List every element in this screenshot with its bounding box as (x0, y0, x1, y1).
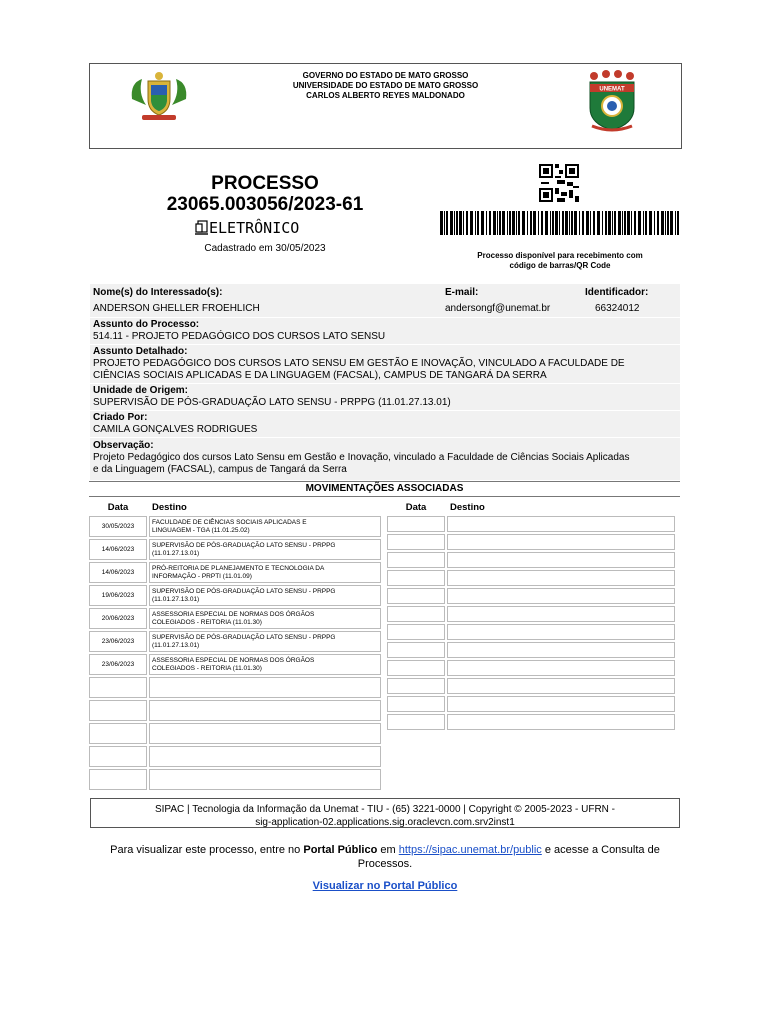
assunto-detalhado-line-1: PROJETO PEDAGÓGICO DOS CURSOS LATO SENSU EM GESTÃO E INOVAÇÃO, VINCULADO A FACULDADE DE (93, 358, 625, 369)
process-type-label: ELETRÔNICO (209, 219, 300, 237)
observacao-label: Observação: (93, 440, 154, 451)
movement-date (89, 700, 147, 721)
movement-destination (447, 588, 675, 604)
movement-destination (149, 700, 381, 721)
movement-date: 23/06/2023 (89, 631, 147, 652)
destination-line-2: (11.01.27.13.01) (152, 595, 200, 603)
movement-date: 20/06/2023 (89, 608, 147, 629)
electronic-document-icon (195, 220, 209, 235)
row-divider (90, 317, 680, 318)
document-header (89, 63, 682, 149)
movement-destination (149, 562, 381, 583)
portal-text-mid: em (377, 844, 399, 856)
movement-destination (149, 723, 381, 744)
movement-destination (447, 660, 675, 676)
row-divider (90, 383, 680, 384)
portal-text-bold: Portal Público (303, 844, 378, 856)
row-divider (90, 344, 680, 345)
movement-row (89, 723, 381, 744)
destination-line-1: ASSESSORIA ESPECIAL DE NORMAS DOS ÓRGÃOS (152, 610, 315, 618)
destination-line-1: FACULDADE DE CIÊNCIAS SOCIAIS APLICADAS E (152, 518, 307, 526)
movement-date: 19/06/2023 (89, 585, 147, 606)
movement-row-empty (387, 552, 675, 568)
portal-link[interactable]: https://sipac.unemat.br/public (398, 844, 542, 856)
movement-destination (149, 539, 381, 560)
assunto-detalhado-line-2: CIÊNCIAS SOCIAIS APLICADAS E DA LINGUAGEM (FACSAL), CAMPUS DE TANGARÁ DA SERRA (93, 370, 547, 381)
movement-row-empty (387, 660, 675, 676)
movement-date (387, 588, 445, 604)
movement-destination (149, 608, 381, 629)
movement-destination (447, 678, 675, 694)
unemat-logo-icon (582, 68, 642, 134)
movement-row (89, 700, 381, 721)
portal-instructions (90, 843, 680, 871)
movement-destination (447, 606, 675, 622)
movement-destination (447, 624, 675, 640)
movimentacoes-table-left (87, 499, 383, 792)
observacao-line-2: e da Linguagem (FACSAL), campus de Tangará da Serra (93, 464, 347, 475)
movement-row (89, 746, 381, 767)
destination-line-1: SUPERVISÃO DE PÓS-GRADUAÇÃO LATO SENSU - PRPPG (152, 587, 336, 595)
movement-row (89, 631, 381, 652)
header-line-3: CARLOS ALBERTO REYES MALDONADO (306, 91, 465, 100)
interessado-label: Nome(s) do Interessado(s): (93, 287, 223, 298)
movement-date (89, 677, 147, 698)
movement-destination (149, 746, 381, 767)
movement-date (387, 660, 445, 676)
email-value: andersongf@unemat.br (445, 303, 551, 314)
assunto-value: 514.11 - PROJETO PEDAGÓGICO DOS CURSOS LATO SENSU (93, 331, 386, 342)
qr-code-icon (539, 164, 579, 202)
observacao-line-1: Projeto Pedagógico dos cursos Lato Sensu em Gestão e Inovação, vinculado a Faculdade de Ciências Sociais Aplicadas (93, 452, 630, 463)
movement-destination (447, 570, 675, 586)
col-header-destino: Destino (152, 502, 187, 513)
availability-note (440, 251, 680, 271)
movement-row-empty (387, 714, 675, 730)
movement-row (89, 677, 381, 698)
movement-row (89, 608, 381, 629)
criado-por-value: CAMILA GONÇALVES RODRIGUES (93, 424, 258, 435)
movement-date (387, 642, 445, 658)
movement-row-empty (387, 624, 675, 640)
col-header-destino: Destino (450, 502, 485, 513)
cadastro-date: Cadastrado em 30/05/2023 (204, 243, 326, 254)
movement-row-empty (387, 588, 675, 604)
movement-destination (447, 714, 675, 730)
process-type (195, 219, 299, 237)
movement-date (387, 570, 445, 586)
movement-destination (447, 534, 675, 550)
portal-text-post: e acesse a Consulta de (541, 844, 660, 856)
movement-date (387, 552, 445, 568)
movement-row (89, 562, 381, 583)
visualizar-portal-link[interactable]: Visualizar no Portal Público (312, 880, 458, 892)
movement-destination (149, 654, 381, 675)
movement-date (387, 606, 445, 622)
footer-line-1: SIPAC | Tecnologia da Informação da Unemat - TIU - (65) 3221-0000 | Copyright © 2005-2023 - UFRN - (154, 804, 615, 815)
destination-line-2: LINGUAGEM - TGA (11.01.25.02) (152, 526, 250, 534)
destination-line-1: SUPERVISÃO DE PÓS-GRADUAÇÃO LATO SENSU - PRPPG (152, 633, 336, 641)
movement-date: 14/06/2023 (89, 539, 147, 560)
movement-row-empty (387, 678, 675, 694)
movement-date (387, 678, 445, 694)
movement-date (89, 769, 147, 790)
destination-line-1: ASSESSORIA ESPECIAL DE NORMAS DOS ÓRGÃOS (152, 656, 315, 664)
unemat-logo-text: UNEMAT (599, 86, 625, 93)
movement-destination (149, 585, 381, 606)
destination-line-2: COLEGIADOS - REITORIA (11.01.30) (152, 664, 262, 672)
movement-row-empty (387, 606, 675, 622)
destination-line-2: (11.01.27.13.01) (152, 549, 200, 557)
email-label: E-mail: (445, 287, 479, 298)
movement-row (89, 769, 381, 790)
footer-line-2: sig-application-02.applications.sig.oraclevcn.com.srv2inst1 (255, 817, 515, 828)
destination-line-1: PRÓ-REITORIA DE PLANEJAMENTO E TECNOLOGIA DA (152, 564, 325, 572)
movement-destination (149, 516, 381, 537)
movement-date (89, 746, 147, 767)
movement-row (89, 516, 381, 537)
destination-line-2: INFORMAÇÃO - PRPTI (11.01.09) (152, 572, 252, 580)
movement-row-empty (387, 642, 675, 658)
col-header-data: Data (107, 502, 129, 513)
identificador-label: Identificador: (585, 287, 649, 298)
movement-date (387, 516, 445, 532)
movement-destination (447, 516, 675, 532)
movement-date (387, 696, 445, 712)
unidade-origem-value: SUPERVISÃO DE PÓS-GRADUAÇÃO LATO SENSU - PRPPG (11.01.27.13.01) (93, 397, 451, 408)
movement-destination (149, 769, 381, 790)
assunto-detalhado-label: Assunto Detalhado: (93, 346, 188, 357)
movimentacoes-table-right (385, 499, 677, 732)
process-info-panel (90, 284, 680, 480)
process-number: 23065.003056/2023-61 (166, 194, 364, 215)
movement-row-empty (387, 516, 675, 532)
row-divider (90, 410, 680, 411)
movement-row (89, 654, 381, 675)
header-line-2: UNIVERSIDADE DO ESTADO DE MATO GROSSO (292, 81, 479, 90)
movement-row-empty (387, 534, 675, 550)
process-label: PROCESSO (211, 173, 319, 194)
unidade-origem-label: Unidade de Origem: (93, 385, 189, 396)
movement-row-empty (387, 570, 675, 586)
movement-date: 23/06/2023 (89, 654, 147, 675)
availability-note-line-1: Processo disponível para recebimento com (477, 251, 643, 260)
identificador-value: 66324012 (595, 303, 640, 314)
movement-date (387, 534, 445, 550)
visualizar-portal-link-wrap (90, 880, 680, 892)
destination-line-2: COLEGIADOS - REITORIA (11.01.30) (152, 618, 262, 626)
barcode-icon (440, 211, 680, 235)
row-divider (90, 437, 680, 438)
movement-destination (447, 696, 675, 712)
destination-line-1: SUPERVISÃO DE PÓS-GRADUAÇÃO LATO SENSU - PRPPG (152, 541, 336, 549)
process-title (145, 173, 385, 215)
movimentacoes-title: MOVIMENTAÇÕES ASSOCIADAS (89, 481, 680, 497)
interessado-value: ANDERSON GHELLER FROEHLICH (93, 303, 260, 314)
destination-line-2: (11.01.27.13.01) (152, 641, 200, 649)
movement-date: 30/05/2023 (89, 516, 147, 537)
movement-date (387, 624, 445, 640)
availability-note-line-2: código de barras/QR Code (509, 261, 611, 270)
movement-row (89, 585, 381, 606)
portal-text-line-2: Processos. (357, 858, 413, 870)
header-line-1: GOVERNO DO ESTADO DE MATO GROSSO (302, 71, 469, 80)
movement-destination (447, 552, 675, 568)
movement-date (89, 723, 147, 744)
criado-por-label: Criado Por: (93, 412, 148, 423)
movement-date (387, 714, 445, 730)
system-footer (90, 798, 680, 828)
col-header-data: Data (405, 502, 427, 513)
movement-destination (447, 642, 675, 658)
movement-destination (149, 631, 381, 652)
portal-text-pre: Para visualizar este processo, entre no (110, 844, 304, 856)
assunto-label: Assunto do Processo: (93, 319, 200, 330)
movement-destination (149, 677, 381, 698)
movement-date: 14/06/2023 (89, 562, 147, 583)
movement-row-empty (387, 696, 675, 712)
movement-row (89, 539, 381, 560)
